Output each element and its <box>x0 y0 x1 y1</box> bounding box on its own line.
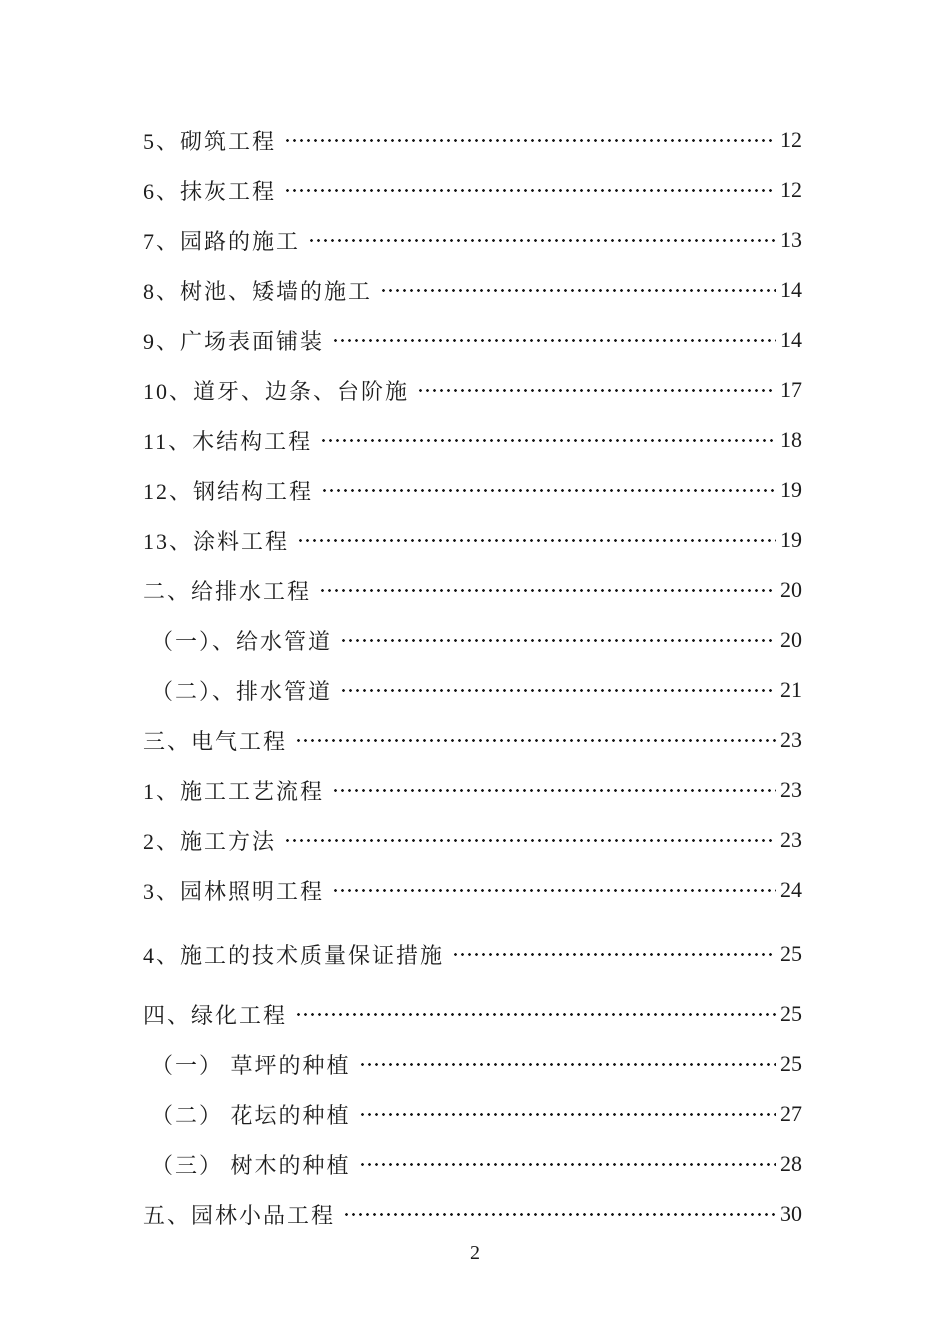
dot-leader <box>343 1189 776 1239</box>
toc-entry-page-number: 12 <box>780 127 802 152</box>
dot-leader <box>308 215 776 265</box>
page-number: 2 <box>470 1242 480 1264</box>
dot-leader <box>295 989 776 1039</box>
toc-entry <box>143 929 802 979</box>
toc-entry-page-number: 30 <box>780 1201 802 1226</box>
toc-entry-page-number: 28 <box>780 1151 802 1176</box>
toc-entry-page-number: 24 <box>780 877 802 902</box>
dot-leader <box>359 1039 776 1089</box>
toc-entry-title: 10、道牙、边条、台阶施 <box>143 378 410 404</box>
toc-entry <box>143 1189 802 1239</box>
toc-entry <box>143 665 802 715</box>
toc-entry-page-number: 19 <box>780 477 802 502</box>
toc-entry-title: 5、砌筑工程 <box>143 128 277 154</box>
dot-leader <box>332 315 776 365</box>
toc-entry-title: 三、电气工程 <box>143 728 288 754</box>
toc-entry <box>143 1139 802 1189</box>
toc-entry-page-number: 18 <box>780 427 802 452</box>
toc-entry <box>143 465 802 515</box>
dot-leader <box>297 515 776 565</box>
dot-leader <box>359 1089 776 1139</box>
toc-entry-title: 3、园林照明工程 <box>143 878 325 904</box>
toc-entry-title: 12、钢结构工程 <box>143 478 314 504</box>
toc-entry <box>143 989 802 1039</box>
toc-entry <box>143 315 802 365</box>
toc-entry-page-number: 13 <box>780 227 802 252</box>
dot-leader <box>452 929 776 979</box>
toc-entry <box>143 615 802 665</box>
toc-entry <box>143 715 802 765</box>
dot-leader <box>332 865 776 915</box>
toc-entry <box>143 1039 802 1089</box>
toc-entry-page-number: 25 <box>780 1001 802 1026</box>
toc-entry-page-number: 23 <box>780 777 802 802</box>
dot-leader <box>284 115 776 165</box>
toc-entry-page-number: 27 <box>780 1101 802 1126</box>
toc-entry <box>143 865 802 915</box>
toc-entry-page-number: 23 <box>780 727 802 752</box>
dot-leader <box>321 465 776 515</box>
toc-entry <box>143 365 802 415</box>
toc-entry <box>143 265 802 315</box>
toc-entry-page-number: 14 <box>780 327 802 352</box>
toc-entry <box>143 165 802 215</box>
toc-entry-title: 9、广场表面铺装 <box>143 328 325 354</box>
toc-entry-page-number: 21 <box>780 677 802 702</box>
toc-entry-page-number: 23 <box>780 827 802 852</box>
toc-entry <box>143 415 802 465</box>
dot-leader <box>295 715 776 765</box>
toc-entry-title: 11、木结构工程 <box>143 428 313 454</box>
toc-entry-title: 二、给排水工程 <box>143 578 312 604</box>
toc-entry-page-number: 20 <box>780 577 802 602</box>
toc-entry-page-number: 20 <box>780 627 802 652</box>
toc-entry-page-number: 25 <box>780 1051 802 1076</box>
dot-leader <box>319 565 776 615</box>
toc-entry-page-number: 12 <box>780 177 802 202</box>
dot-leader <box>380 265 776 315</box>
toc-entry-title: 4、施工的技术质量保证措施 <box>143 942 445 968</box>
toc-entry-page-number: 25 <box>780 941 802 966</box>
toc-entry <box>143 1089 802 1139</box>
toc-entry-title: （二）、排水管道 <box>151 678 333 704</box>
dot-leader <box>340 615 776 665</box>
toc-entry <box>143 815 802 865</box>
toc-entry-title: 1、施工工艺流程 <box>143 778 325 804</box>
toc-entry-title: 五、园林小品工程 <box>143 1202 336 1228</box>
toc-entry <box>143 765 802 815</box>
toc-entry <box>143 115 802 165</box>
toc-entry-page-number: 19 <box>780 527 802 552</box>
dot-leader <box>340 665 776 715</box>
dot-leader <box>359 1139 776 1189</box>
toc-list <box>143 115 802 1239</box>
dot-leader <box>284 165 776 215</box>
dot-leader <box>320 415 776 465</box>
toc-entry-page-number: 17 <box>780 377 802 402</box>
toc-entry-title: 13、涂料工程 <box>143 528 290 554</box>
toc-entry-title: （一）、给水管道 <box>151 628 333 654</box>
toc-entry-page-number: 14 <box>780 277 802 302</box>
toc-entry-title: 8、树池、矮墙的施工 <box>143 278 373 304</box>
toc-entry-title: 2、施工方法 <box>143 828 277 854</box>
toc-entry-title: （三） 树木的种植 <box>151 1152 351 1178</box>
toc-entry-title: （一） 草坪的种植 <box>151 1052 351 1078</box>
toc-entry-title: 四、绿化工程 <box>143 1002 288 1028</box>
toc-entry <box>143 515 802 565</box>
toc-entry-title: （二） 花坛的种植 <box>151 1102 351 1128</box>
toc-entry <box>143 215 802 265</box>
toc-entry-title: 6、抹灰工程 <box>143 178 277 204</box>
toc-entry <box>143 565 802 615</box>
dot-leader <box>417 365 776 415</box>
dot-leader <box>332 765 776 815</box>
toc-entry-title: 7、园路的施工 <box>143 228 301 254</box>
dot-leader <box>284 815 776 865</box>
